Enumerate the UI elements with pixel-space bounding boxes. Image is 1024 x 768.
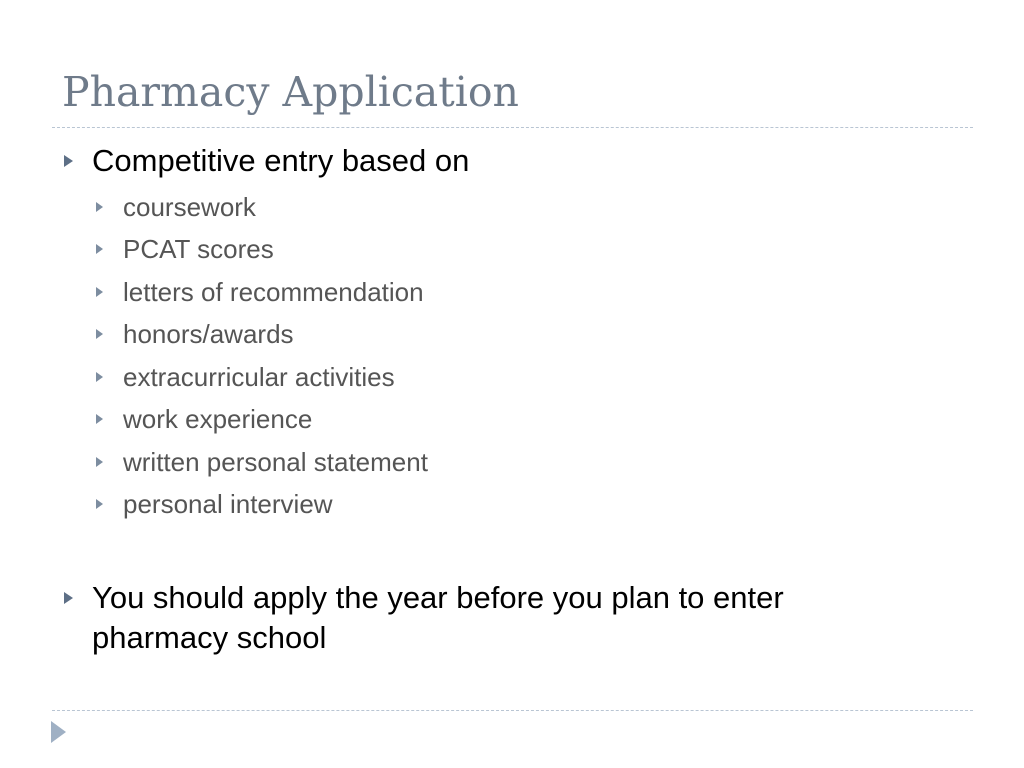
footer-divider (52, 710, 973, 711)
title-divider (52, 127, 973, 128)
sub-bullet-icon (96, 244, 103, 254)
sub-bullet-text: coursework (123, 192, 256, 222)
sub-bullet-icon (96, 287, 103, 297)
sub-bullet-text: letters of recommendation (123, 277, 424, 307)
sub-bullet-text: honors/awards (123, 319, 294, 349)
bullet-text: Competitive entry based on (92, 143, 470, 178)
sub-bullet-text: work experience (123, 404, 313, 434)
sub-bullet-icon (96, 372, 103, 382)
bullet-text-line-2: pharmacy school (92, 620, 327, 655)
bullet-icon (64, 155, 73, 167)
bullet-icon (64, 592, 73, 604)
sub-bullet-text: personal interview (123, 489, 333, 519)
bullet-text-line-1: You should apply the year before you plan to enter (92, 580, 784, 615)
sub-bullet-icon (96, 202, 103, 212)
slide-title: Pharmacy Application (62, 68, 519, 116)
sub-bullet-icon (96, 457, 103, 467)
sub-bullet-icon (96, 329, 103, 339)
sub-bullet-text: PCAT scores (123, 234, 274, 264)
sub-bullet-text: written personal statement (123, 447, 428, 477)
next-slide-arrow-icon[interactable] (51, 721, 66, 743)
sub-bullet-icon (96, 414, 103, 424)
sub-bullet-icon (96, 499, 103, 509)
sub-bullet-text: extracurricular activities (123, 362, 395, 392)
